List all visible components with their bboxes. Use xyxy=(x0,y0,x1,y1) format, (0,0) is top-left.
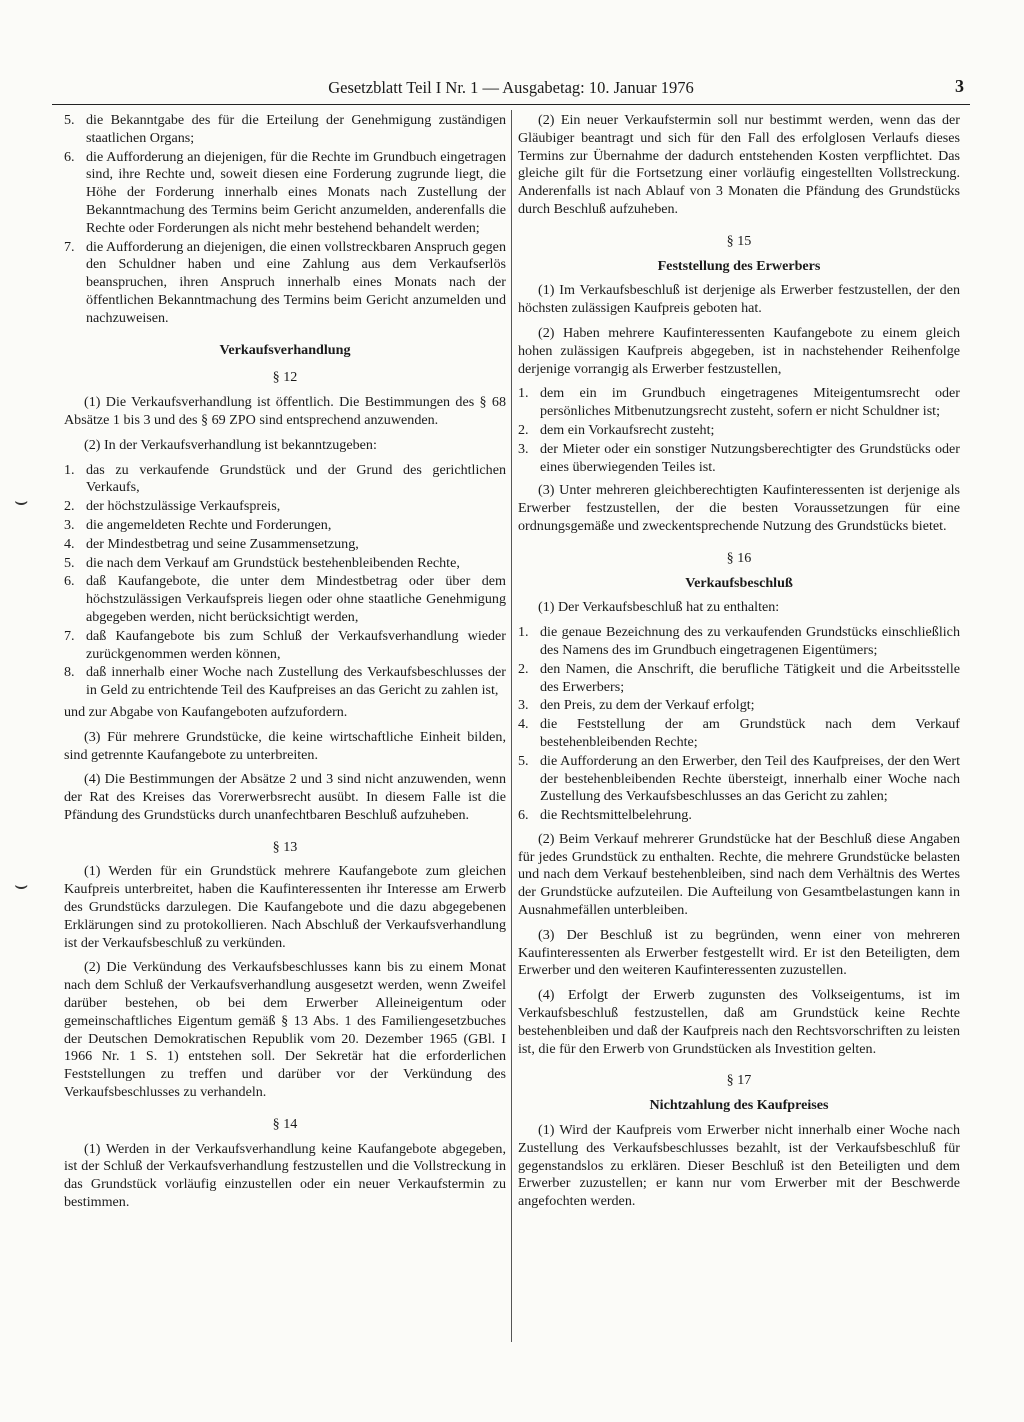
paragraph-number: § 12 xyxy=(272,369,298,386)
gazette-title: Gesetzblatt Teil I Nr. 1 — Ausgabetag: 10. Januar 1976 xyxy=(328,78,694,97)
list-item: 7. die Aufforderung an diejenigen, die einen vollstreckbaren Anspruch gegen den Schuldner haben und eine Zahlung aus dem Verkaufserlös beanspruchen, ihren Anspruch innerhalb eines Monats nach der öffentlichen Bekanntmachung des Termins beim Gericht anzumelden und nachzuweisen. xyxy=(64,238,506,326)
list-item: 1. das zu verkaufende Grundstück und der Grund des gerichtlichen Verkaufs, xyxy=(64,461,506,496)
list-item: 5. die Bekanntgabe des für die Erteilung der Genehmigung zuständigen staatlichen Organs; xyxy=(64,112,506,146)
margin-check-mark: ⌣ xyxy=(14,488,29,513)
paragraph-number: § 14 xyxy=(272,1115,298,1132)
page-header xyxy=(52,74,970,105)
list-item: 3. den Preis, zu dem der Verkauf erfolgt; xyxy=(518,697,755,714)
margin-check-mark: ⌣ xyxy=(14,872,29,897)
paragraph: (1) Werden in der Verkaufsverhandlung keine Kaufangebote abgegeben, ist der Schluß der Verkaufsverhandlung festzustellen und die Vollstreckung in das Grundstück vorläufig einzustellen oder ein neuer Verkaufstermin zu bestimmen. xyxy=(64,1140,506,1211)
list-item: 8. daß innerhalb einer Woche nach Zustellung des Verkaufsbeschlusses der in Geld zu entrichtende Teil des Kaufpreises an das Gericht zu zahlen ist, xyxy=(64,664,506,699)
list-item: 3. der Mieter oder ein sonstiger Nutzungsberechtigter des Grundstücks oder eines überwiegenden Teiles ist. xyxy=(518,440,960,475)
paragraph: (2) In der Verkaufsverhandlung ist bekanntzugeben: xyxy=(84,436,377,453)
list-item: 2. der höchstzulässige Verkaufspreis, xyxy=(64,498,281,515)
paragraph: (2) Beim Verkauf mehrerer Grundstücke hat der Beschluß diese Angaben für jedes Grundstück zu enthalten. Rechte, die mehrere Grundstücke belasten und nach dem Verkauf bestehenbleiben, sind nach dem Verhältnis des Wertes der Grundstücke aufzuteilen. Die Aufteilung von Gesamtbelastungen kann in Ausnahmefällen unterbleiben. xyxy=(518,830,960,919)
list-item: 6. die Aufforderung an diejenigen, für die Rechte im Grundbuch eingetragen sind, ihre Rechte und, soweit diesen eine Forderung zugrunde liegt, die Höhe der Forderung innerhalb eines Monats nach Zustellung der Bekanntmachung des Termins beim Gericht anzumelden, anderenfalls die Rechte oder Forderungen als nicht mehr bestehend behandelt werden; xyxy=(64,148,506,236)
paragraph: (4) Erfolgt der Erwerb zugunsten des Volkseigentums, ist im Verkaufsbeschluß festzustellen, daß am Grundstück keine Rechte bestehenbleiben und daß der Kaufpreis nach den Rechtsvorschriften zu leisten ist, die für den Erwerb von Grundstücken als Investition gelten. xyxy=(518,987,960,1057)
paragraph: (1) Der Verkaufsbeschluß hat zu enthalten: xyxy=(538,599,780,616)
paragraph: (1) Im Verkaufsbeschluß ist derjenige als Erwerber festzustellen, der den höchsten zulässigen Kaufpreis geboten hat. xyxy=(518,282,960,317)
list-item: 6. die Rechtsmittelbelehrung. xyxy=(518,807,692,824)
list-item: 1. die genaue Bezeichnung des zu verkaufenden Grundstücks einschließlich des Namens des im Grundbuch eingetragenen Eigentümers; xyxy=(518,624,960,658)
paragraph: (3) Für mehrere Grundstücke, die keine wirtschaftliche Einheit bilden, sind getrennte Kaufangebote zu unterbreiten. xyxy=(64,728,506,763)
paragraph-number: § 13 xyxy=(272,838,298,855)
paragraph: (1) Die Verkaufsverhandlung ist öffentlich. Die Bestimmungen des § 68 Absätze 1 bis 3 und des § 69 ZPO sind entsprechend anzuwenden. xyxy=(64,394,506,428)
list-item: 2. den Namen, die Anschrift, die berufliche Tätigkeit und die Arbeitsstelle des Erwerbers; xyxy=(518,660,960,695)
paragraph: (2) Ein neuer Verkaufstermin soll nur bestimmt werden, wenn das der Gläubiger beantragt und sich für den Fall des erfolglosen Verlaufs dieses Termins zur Übernahme der dadurch entstehenden Kosten verpflichtet. Das gleiche gilt für die Fortsetzung einer vorläufig eingestellten Vollstreckung. Anderenfalls ist nach Ablauf von 3 Monaten die Pfändung des Grundstücks durch Beschluß aufzuheben. xyxy=(518,112,960,217)
list-item: 4. der Mindestbetrag und seine Zusammensetzung, xyxy=(64,535,359,552)
column-divider xyxy=(511,110,512,1342)
section-heading: Nichtzahlung des Kaufpreises xyxy=(649,1097,829,1114)
paragraph: (2) Die Verkündung des Verkaufsbeschlusses kann bis zu einem Monat nach dem Schluß der Verkaufsverhandlung ausgesetzt werden, wenn Zweifel darüber bestehen, ob bei dem Erwerber Alleineigentum oder gemeinschaftliches Eigentum gemäß § 13 Abs. 1 des Familiengesetzbuches der Deutschen Demokratischen Republik vom 20. Dezember 1965 (GBl. I 1966 Nr. 1 S. 1) entstehen soll. Der Sekretär hat die erforderlichen Feststellungen zu treffen und darüber vor der Verkündung des Verkaufsbeschlusses zu verhandeln. xyxy=(64,959,506,1101)
paragraph-number: § 17 xyxy=(726,1072,752,1089)
right-column xyxy=(518,112,960,1218)
section-heading: Feststellung des Erwerbers xyxy=(657,257,821,274)
list-item: 6. daß Kaufangebote, die unter dem Mindestbetrag oder über dem höchstzulässigen Verkaufspreis liegen oder ohne staatliche Genehmigung abgegeben werden, nicht berücksichtigt werden, xyxy=(64,573,506,625)
section-heading: Verkaufsverhandlung xyxy=(219,341,351,358)
paragraph-number: § 15 xyxy=(726,232,752,249)
page-number: 3 xyxy=(955,76,964,96)
list-item: 5. die nach dem Verkauf am Grundstück bestehenbleibenden Rechte, xyxy=(64,554,460,571)
list-item: 2. dem ein Vorkaufsrecht zusteht; xyxy=(518,421,715,438)
paragraph: (4) Die Bestimmungen der Absätze 2 und 3 sind nicht anzuwenden, wenn der Rat des Kreises das Vorerwerbsrecht ausübt. In diesem Falle ist die Pfändung des Grundstücks durch unanfechtbaren Beschluß aufzuheben. xyxy=(64,771,506,823)
paragraph-number: § 16 xyxy=(726,549,752,566)
section-heading: Verkaufsbeschluß xyxy=(685,574,793,591)
list-item: 7. daß Kaufangebote bis zum Schluß der Verkaufsverhandlung wieder zurückgenommen werden können, xyxy=(64,627,506,662)
paragraph: und zur Abgabe von Kaufangeboten aufzufordern. xyxy=(64,703,348,720)
paragraph: (3) Der Beschluß ist zu begründen, wenn einer von mehreren Kaufinteressenten als Erwerber festgestellt wird. Er ist den Beteiligten, dem Erwerber und den weiteren Kaufinteressenten zuzustellen. xyxy=(518,926,960,979)
left-column xyxy=(64,112,506,1219)
list-item: 4. die Feststellung der am Grundstück nach dem Verkauf bestehenbleibenden Rechte; xyxy=(518,716,960,750)
paragraph: (1) Werden für ein Grundstück mehrere Kaufangebote zum gleichen Kaufpreis unterbreitet, haben die Kaufinteressenten ihr Interesse am Erwerb des Grundstücks darzulegen. Die Kaufangebote und die dazu abgegebenen Erklärungen sind zu protokollieren. Nach Abschluß der Verkaufsverhandlung ist der Verkaufsbeschluß zu verkünden. xyxy=(64,863,506,951)
list-item: 3. die angemeldeten Rechte und Forderungen, xyxy=(64,516,332,533)
list-item: 5. die Aufforderung an den Erwerber, den Teil des Kaufpreises, der den Wert der bestehenbleibenden Rechte übersteigt, innerhalb einer Woche nach Zustellung des Verkaufsbeschlusses an das Gericht zu zahlen; xyxy=(518,752,960,805)
list-item: 1. dem ein im Grundbuch eingetragenes Miteigentumsrecht oder persönliches Mitbenutzungsrecht zusteht, sofern er nicht Schuldner ist; xyxy=(518,385,960,420)
paragraph: (2) Haben mehrere Kaufinteressenten Kaufangebote zu einem gleich hohen zulässigen Kaufpreis abgegeben, ist in nachstehender Reihenfolge derjenige vorrangig als Erwerber festzustellen, xyxy=(518,324,960,377)
paragraph: (3) Unter mehreren gleichberechtigten Kaufinteressenten ist derjenige als Erwerber festzustellen, der die besten Voraussetzungen für eine ordnungsgemäße und zweckentsprechende Nutzung des Grundstücks bietet. xyxy=(518,482,960,534)
paragraph: (1) Wird der Kaufpreis vom Erwerber nicht innerhalb einer Woche nach Zustellung des Verkaufsbeschlusses bezahlt, ist der Verkaufsbeschluß für gegenstandslos zu erklären. Dieser Beschluß ist den Beteiligten und dem Erwerber zuzustellen; er kann nur vom Erwerber mit der Beschwerde angefochten werden. xyxy=(518,1122,960,1210)
